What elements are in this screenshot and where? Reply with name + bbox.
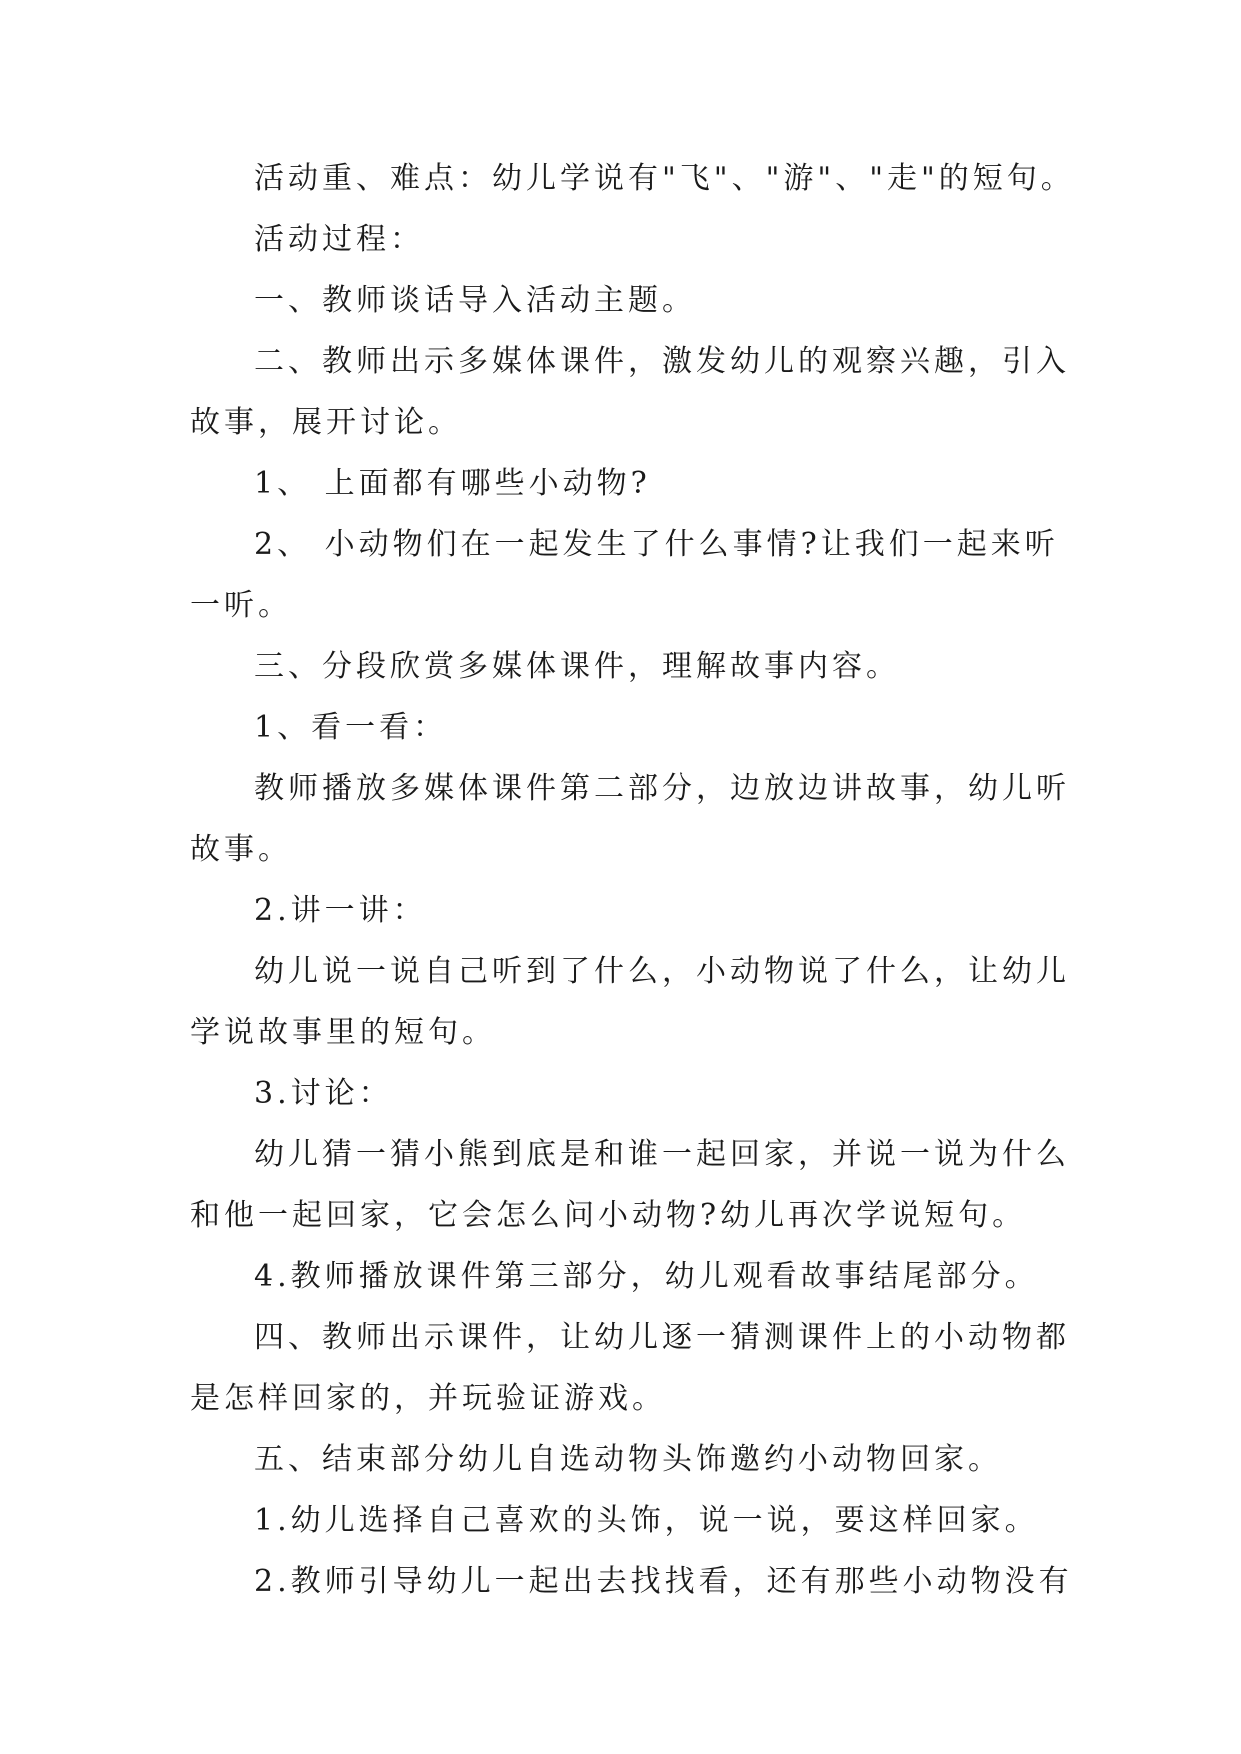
text-line: 幼儿猜一猜小熊到底是和谁一起回家，并说一说为什么 [254, 1137, 1070, 1172]
text-line: 五、结束部分幼儿自选动物头饰邀约小动物回家。 [254, 1442, 1002, 1477]
text-line: 和他一起回家，它会怎么问小动物?幼儿再次学说短句。 [190, 1198, 1027, 1233]
text-line: 4.教师播放课件第三部分，幼儿观看故事结尾部分。 [254, 1259, 1039, 1294]
text-line: 3.讨论： [254, 1076, 393, 1111]
text-line: 三、分段欣赏多媒体课件，理解故事内容。 [254, 649, 900, 684]
text-line: 1.幼儿选择自己喜欢的头饰，说一说，要这样回家。 [254, 1503, 1039, 1538]
text-line: 幼儿说一说自己听到了什么，小动物说了什么，让幼儿 [254, 954, 1070, 989]
text-line: 活动重、难点：幼儿学说有"飞"、"游"、"走"的短句。 [254, 161, 1075, 196]
text-line: 四、教师出示课件，让幼儿逐一猜测课件上的小动物都 [254, 1320, 1070, 1355]
text-line: 2、 小动物们在一起发生了什么事情?让我们一起来听 [254, 527, 1059, 562]
text-line: 一、教师谈话导入活动主题。 [254, 283, 696, 318]
text-line: 故事。 [190, 832, 292, 867]
text-line: 1、看一看： [254, 710, 448, 745]
text-line: 2.教师引导幼儿一起出去找找看，还有那些小动物没有 [254, 1564, 1073, 1599]
document-body [190, 160, 1075, 1624]
text-line: 一听。 [190, 588, 292, 623]
text-line: 学说故事里的短句。 [190, 1015, 496, 1050]
text-line: 2.讲一讲： [254, 893, 427, 928]
text-line: 教师播放多媒体课件第二部分，边放边讲故事，幼儿听 [254, 771, 1070, 806]
text-line: 故事，展开讨论。 [190, 405, 462, 440]
text-line: 1、 上面都有哪些小动物? [254, 466, 651, 501]
text-line: 是怎样回家的，并玩验证游戏。 [190, 1381, 666, 1416]
text-line: 活动过程： [254, 222, 424, 257]
text-line: 二、教师出示多媒体课件，激发幼儿的观察兴趣，引入 [254, 344, 1070, 379]
